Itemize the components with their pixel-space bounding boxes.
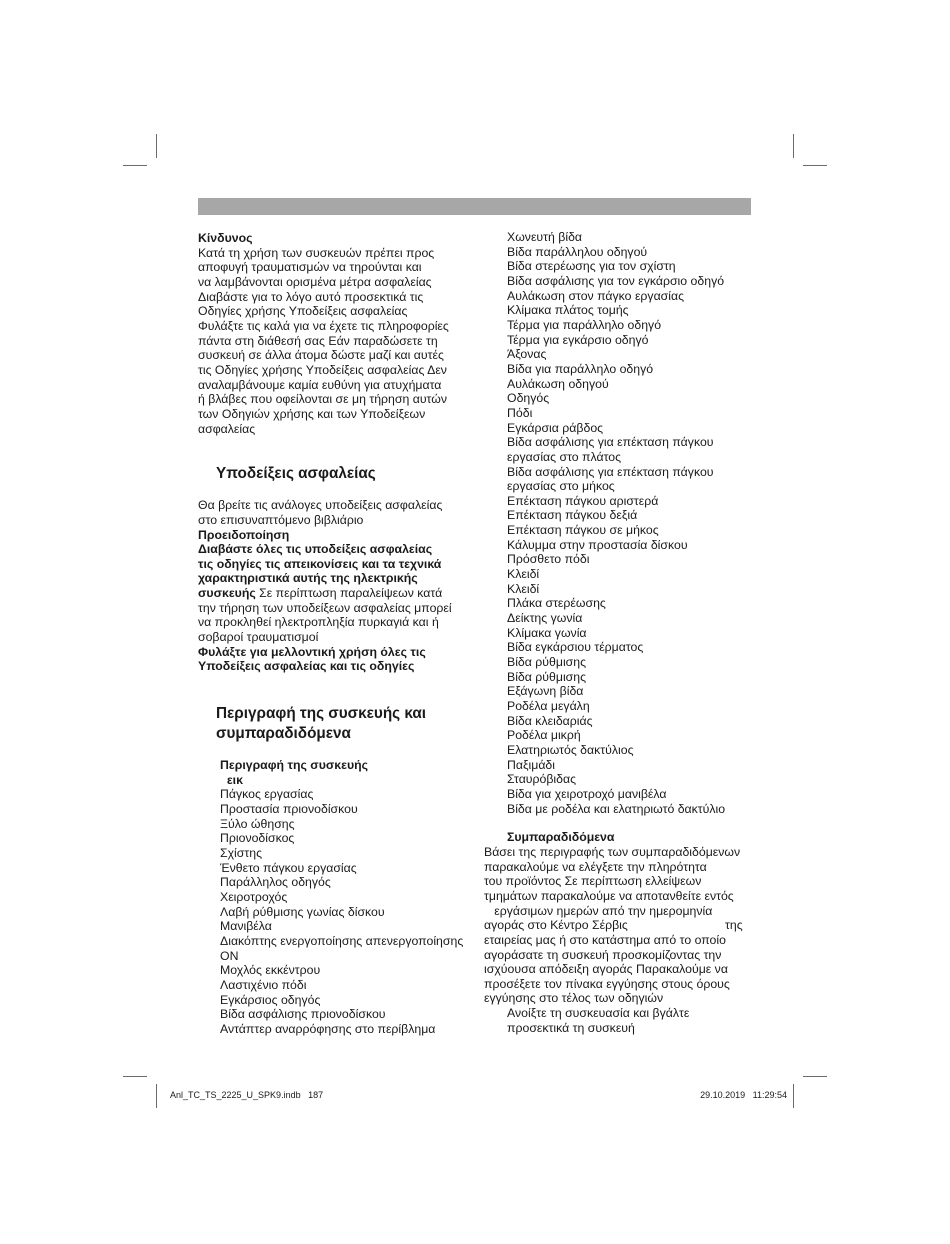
- device-heading: Περιγραφή της συσκευής και συμπαραδιδόμενα: [216, 705, 427, 743]
- warning-text: Διαβάστε όλες τις υποδείξεις ασφαλείας τις οδηγίες τις απεικονίσεις και τα τεχνικά χαρακτηριστικά αυτής της ηλεκτρικής συσκευής Σε περίπτωση παραλείψεων κατά την τήρηση των υποδείξεων ασφαλείας μπορεί να προκληθεί ηλεκτροπληξία πυρκαγιά και ή σοβαροί τραυματισμοί: [198, 542, 452, 645]
- crop-mark-bottom-right-v: [793, 1084, 794, 1108]
- right-column: [484, 230, 754, 1035]
- list-item: Κλίμακα πλάτος τομής: [507, 303, 629, 318]
- list-item: Χειροτροχός: [220, 889, 288, 904]
- list-item: Λαβή ρύθμισης γωνίας δίσκου: [220, 904, 385, 919]
- left-column: [198, 231, 473, 1037]
- scope-text: Βάσει της περιγραφής των συμπαραδιδόμενων παρακαλούμε να ελέγξετε την πληρότητα του προϊόντος Σε περίπτωση ελλείψεων τμημάτων παρακαλούμε να αποτανθείτε εντός εργάσιμων ημερών από την ημερομηνία αγοράς στο Κέντρο Σέρβις της εταιρείας μας ή στο κατάστημα από το οποίο αγοράσατε τη συσκευή προσκομίζοντας την ισχύουσα απόδειξη αγοράς Παρακαλούμε να προσέξετε τον πίνακα εγγύησης στους όρους εγγύησης στο τέλος των οδηγιών: [484, 844, 743, 1006]
- list-item: Βίδα με ροδέλα και ελατηριωτό δακτύλιο: [507, 801, 726, 816]
- unpack-step: Ανοίξτε τη συσκευασία και βγάλτε προσεκτικά τη συσκευή: [507, 1006, 690, 1035]
- danger-title: Κίνδυνος: [198, 231, 253, 245]
- list-item: Ξύλο ώθησης: [220, 816, 295, 831]
- header-bar: [198, 198, 751, 215]
- list-item: Βίδα για παράλληλο οδηγό: [507, 361, 654, 376]
- list-item: Βίδα ασφάλισης πριονοδίσκου: [220, 1007, 386, 1022]
- list-item: Ροδέλα μεγάλη: [507, 699, 590, 713]
- footer-file-info: Anl_TC_TS_2225_U_SPK9.indb 187: [170, 1090, 324, 1100]
- safety-heading: Υποδείξεις ασφαλείας: [216, 465, 376, 483]
- list-item: Σταυρόβιδας: [507, 772, 577, 787]
- list-item: Παράλληλος οδηγός: [220, 875, 331, 890]
- list-item: Άξονας: [507, 347, 547, 362]
- list-item: Προστασία πριονοδίσκου: [220, 802, 358, 817]
- list-item: Βίδα στερέωσης για τον σχίστη: [507, 259, 676, 274]
- scope-title: Συμπαραδιδόμενα: [507, 830, 615, 845]
- list-item: Αυλάκωση οδηγού: [507, 376, 609, 391]
- list-item: Χωνευτή βίδα: [507, 230, 583, 244]
- crop-mark-top-right-h: [803, 165, 827, 166]
- list-item: Παξιμάδι: [507, 757, 555, 772]
- list-item: Επέκταση πάγκου δεξιά: [507, 508, 638, 523]
- list-item: Ροδέλα μικρή: [507, 728, 581, 743]
- list-item: Βίδα για χειροτροχό μανιβέλα: [507, 786, 667, 801]
- list-item: Οδηγός: [507, 391, 550, 406]
- list-item: Κλίμακα γωνία: [507, 625, 587, 640]
- crop-mark-bottom-left-v: [156, 1084, 157, 1108]
- footer-date: 29.10.2019 11:29:54: [700, 1090, 787, 1100]
- danger-text: Κατά τη χρήση των συσκευών πρέπει προς αποφυγή τραυματισμών να τηρούνται και να λαμβάνονται ορισμένα μέτρα ασφαλείας Διαβάστε για το λόγο αυτό προσεκτικά τις Οδηγίες χρήσης Υποδείξεις ασφαλείας Φυλάξτε τις καλά για να έχετε τις πληροφορίες πάντα στη διάθεσή σας Εάν παραδώσετε τη συσκευή σε άλλα άτομα δώστε μαζί και αυτές τις Οδηγίες χρήσης Υποδείξεις ασφαλείας Δεν αναλαμβάνουμε καμία ευθύνη για ατυχήματα ή βλάβες που οφείλονται σε μη τήρηση αυτών των Οδηγιών χρήσης και των Υποδείξεων ασφαλείας: [198, 245, 449, 436]
- list-item: εργασίας στο μήκος: [507, 479, 615, 494]
- list-item: Πάγκος εργασίας: [220, 787, 314, 802]
- crop-mark-top-left-h: [123, 165, 147, 166]
- list-item: Ελατηριωτός δακτύλιος: [507, 742, 634, 757]
- list-item: Επέκταση πάγκου σε μήκος: [507, 523, 659, 538]
- list-item: Λαστιχένιο πόδι: [220, 977, 307, 992]
- list-item: Βίδα εγκάρσιου τέρματος: [507, 640, 644, 655]
- keep-instructions: Φυλάξτε για μελλοντική χρήση όλες τις Υποδείξεις ασφαλείας και τις οδηγίες: [198, 644, 426, 674]
- list-item: Μανιβέλα: [220, 919, 272, 934]
- list-item: Πόδι: [507, 405, 533, 420]
- crop-mark-bottom-left-h: [123, 1076, 147, 1077]
- list-item: Κλειδί: [507, 581, 540, 596]
- list-item: Πρόσθετο πόδι: [507, 552, 590, 567]
- list-item: Βίδα ρύθμισης: [507, 655, 587, 670]
- crop-mark-bottom-right-h: [803, 1076, 827, 1077]
- list-item: εργασίας στο πλάτος: [507, 449, 622, 464]
- list-item: Βίδα παράλληλου οδηγού: [507, 244, 648, 259]
- list-item: Αυλάκωση στον πάγκο εργασίας: [507, 288, 685, 303]
- device-subheading: Περιγραφή της συσκευής εικ: [220, 758, 369, 787]
- list-item: Εγκάρσιος οδηγός: [220, 992, 321, 1007]
- list-item: Πλάκα στερέωσης: [507, 596, 606, 611]
- list-item: Κάλυμμα στην προστασία δίσκου: [507, 537, 688, 552]
- list-item: Βίδα ρύθμισης: [507, 669, 587, 684]
- list-item: Δείκτης γωνία: [507, 611, 583, 626]
- list-item: Πριονοδίσκος: [220, 831, 295, 846]
- list-item: ΟΝ: [220, 948, 239, 963]
- list-item: Τέρμα για παράλληλο οδηγό: [507, 317, 662, 332]
- crop-mark-top-right-v: [793, 134, 794, 158]
- parts-list-left: [220, 787, 473, 1036]
- safety-intro: Θα βρείτε τις ανάλογες υποδείξεις ασφαλείας στο επισυναπτόμενο βιβλιάριο: [198, 498, 443, 527]
- list-item: Εγκάρσια ράβδος: [507, 420, 604, 435]
- list-item: Σχίστης: [220, 846, 263, 860]
- list-item: Βίδα ασφάλισης για τον εγκάρσιο οδηγό: [507, 273, 725, 288]
- list-item: Τέρμα για εγκάρσιο οδηγό: [507, 332, 649, 347]
- list-item: Κλειδί: [507, 567, 540, 582]
- list-item: Βίδα ασφάλισης για επέκταση πάγκου: [507, 435, 714, 450]
- list-item: Βίδα ασφάλισης για επέκταση πάγκου: [507, 464, 714, 479]
- warning-title: Προειδοποίηση: [198, 527, 290, 542]
- list-item: Επέκταση πάγκου αριστερά: [507, 493, 659, 508]
- list-item: Εξάγωνη βίδα: [507, 684, 584, 699]
- list-item: Διακόπτης ενεργοποίησης απενεργοποίησης: [220, 933, 464, 948]
- parts-list-right: [507, 230, 754, 816]
- list-item: Ένθετο πάγκου εργασίας: [220, 860, 357, 875]
- list-item: Αντάπτερ αναρρόφησης στο περίβλημα: [220, 1021, 436, 1036]
- list-item: Μοχλός εκκέντρου: [220, 963, 321, 978]
- crop-mark-top-left-v: [156, 134, 157, 158]
- list-item: Βίδα κλειδαριάς: [507, 713, 593, 728]
